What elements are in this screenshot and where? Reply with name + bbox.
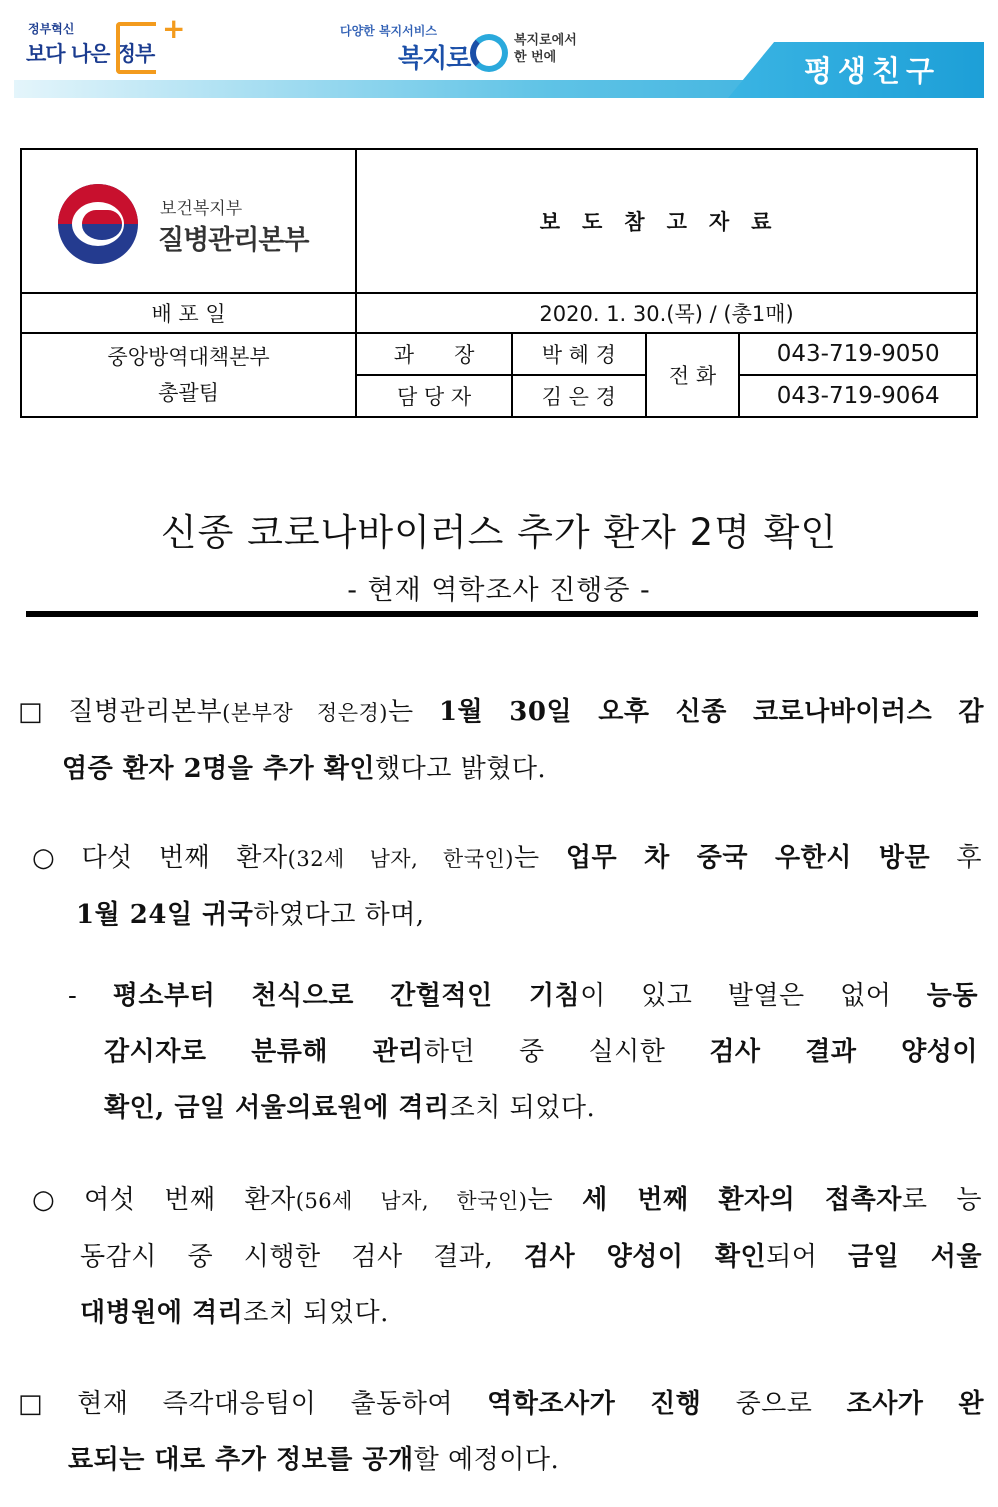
p4-a: 여섯 번째 환자 [84, 1185, 296, 1215]
p5-e: 료되는 대로 추가 정보를 공개 [68, 1445, 414, 1475]
p5-d: 조사가 완 [846, 1389, 984, 1419]
bokjiro-small-text: 다양한 복지서비스 [340, 24, 437, 38]
bokjiro-big-text: 복지로 [398, 44, 471, 74]
paragraph-4 [32, 1172, 982, 1341]
p3-f: 검사 결과 양성이 [709, 1037, 978, 1067]
p3-d: 감시자로 분류해 관리 [104, 1037, 424, 1067]
p3-h: 조치 되었다. [449, 1093, 596, 1123]
p4-d: 세 번째 환자의 접촉자 [582, 1185, 902, 1215]
paragraph-1 [18, 684, 984, 797]
p1-f: 했다고 밝혔다. [374, 754, 547, 784]
contact-role: 과 장 [356, 333, 512, 375]
paragraph-3-line-2 [68, 1024, 978, 1080]
paragraph-5 [18, 1376, 984, 1488]
p2-b: (32세 남자, 한국인) [287, 847, 514, 871]
p4-f: 동감시 중 시행한 검사 결과, [80, 1242, 524, 1272]
contact-name: 김 은 경 [512, 375, 646, 417]
p2-a: 다섯 번째 환자 [81, 843, 288, 873]
p2-f: 1월 24일 귀국 [76, 900, 254, 930]
p3-g: 확인, 금일 서울의료원에 격리 [104, 1093, 450, 1123]
plus-icon: + [162, 12, 186, 45]
p4-g: 검사 양성이 확인 [523, 1242, 767, 1272]
doc-type-title: 보도참고자료 [356, 149, 977, 293]
p1-c: 는 [387, 697, 439, 727]
paragraph-2-line-1 [32, 830, 982, 887]
headline: 신종 코로나바이러스 추가 환자 2명 확인 [160, 511, 838, 554]
bokjiro-side-line2: 한 번에 [514, 50, 557, 65]
release-label: 배 포 일 [21, 293, 356, 333]
taegeuk-emblem-icon [58, 184, 138, 264]
dash-bullet: - [68, 981, 78, 1011]
paragraph-4-line-3 [32, 1285, 982, 1341]
department-line2: 총괄팀 [158, 381, 219, 405]
p1-e: 염증 환자 2명을 추가 확인 [62, 754, 375, 784]
p3-b: 이 있고 발열은 없어 [580, 981, 927, 1011]
p5-f: 할 예정이다. [413, 1445, 560, 1475]
p4-j: 대병원에 격리 [80, 1298, 244, 1328]
paragraph-1-line-1 [18, 684, 984, 741]
bokjiro-side-line1: 복지로에서 [514, 33, 577, 48]
p5-c: 중으로 [701, 1389, 847, 1419]
paragraph-1-line-2 [18, 741, 984, 797]
paragraph-3-line-1 [68, 968, 978, 1024]
contact-name: 박 혜 경 [512, 333, 646, 375]
circle-bullet-icon: ○ [32, 843, 56, 873]
release-date: 2020. 1. 30.(목) / (총1매) [356, 293, 977, 333]
p5-b: 역학조사가 진행 [487, 1389, 702, 1419]
paragraph-5-line-2 [18, 1432, 984, 1488]
paragraph-2-line-2 [32, 887, 982, 943]
paragraph-2 [32, 830, 982, 943]
agency-cell [21, 149, 356, 293]
department-cell [21, 333, 356, 417]
p4-i: 금일 서울 [848, 1242, 982, 1272]
phone-label: 전 화 [646, 333, 740, 417]
p2-g: 하였다고 하며, [253, 900, 425, 930]
p3-c: 능동 [926, 981, 979, 1011]
paragraph-4-line-1 [32, 1172, 982, 1229]
press-header-table [20, 148, 978, 418]
circle-bullet-icon: ○ [32, 1185, 56, 1215]
agency-name: 질병관리본부 [158, 225, 309, 256]
p4-h: 되어 [766, 1242, 849, 1272]
square-bullet-icon: □ [18, 697, 44, 727]
subheadline: - 현재 역학조사 진행중 - [347, 575, 651, 606]
p2-c: 는 [513, 843, 566, 873]
title-divider [26, 611, 978, 617]
paragraph-5-line-1 [18, 1376, 984, 1432]
paragraph-3 [68, 968, 978, 1136]
top-banner [0, 0, 998, 105]
bokjiro-logo [338, 22, 598, 80]
p5-a: 현재 즉각대응팀이 출동하여 [77, 1389, 488, 1419]
paragraph-3-line-3 [68, 1080, 978, 1136]
square-bullet-icon: □ [18, 1389, 44, 1419]
p2-e: 후 [930, 843, 982, 873]
contact-phone: 043-719-9050 [739, 333, 977, 375]
department-line1: 중앙방역대책본부 [107, 345, 270, 369]
paragraph-4-line-2 [32, 1229, 982, 1285]
p4-k: 조치 되었다. [243, 1298, 389, 1328]
gov-innovation-logo [24, 14, 184, 80]
bokjiro-circle-icon [470, 34, 508, 72]
contact-role: 담 당 자 [356, 375, 512, 417]
gov-innovation-small-text: 정부혁신 [28, 22, 75, 36]
p1-b: (본부장 정은경) [222, 701, 388, 725]
ministry-name: 보건복지부 [160, 199, 243, 219]
p1-a: 질병관리본부 [68, 697, 223, 727]
p4-c: 는 [527, 1185, 583, 1215]
bokjiro-side-text [514, 32, 577, 66]
p2-d: 업무 차 중국 우한시 방문 [565, 843, 931, 873]
contact-phone: 043-719-9064 [739, 375, 977, 417]
gov-innovation-big-text: 보다 나은 정부 [26, 42, 155, 66]
p3-e: 하던 중 실시한 [423, 1037, 710, 1067]
p3-a: 평소부터 천식으로 간헐적인 기침 [112, 981, 581, 1011]
p1-d: 1월 30일 오후 신종 코로나바이러스 감 [438, 697, 984, 727]
p4-b: (56세 남자, 한국인) [295, 1189, 528, 1213]
bracket-icon [116, 22, 156, 74]
banner-tab-label: 평생친구 [803, 54, 941, 88]
p4-e: 로 능 [901, 1185, 983, 1215]
